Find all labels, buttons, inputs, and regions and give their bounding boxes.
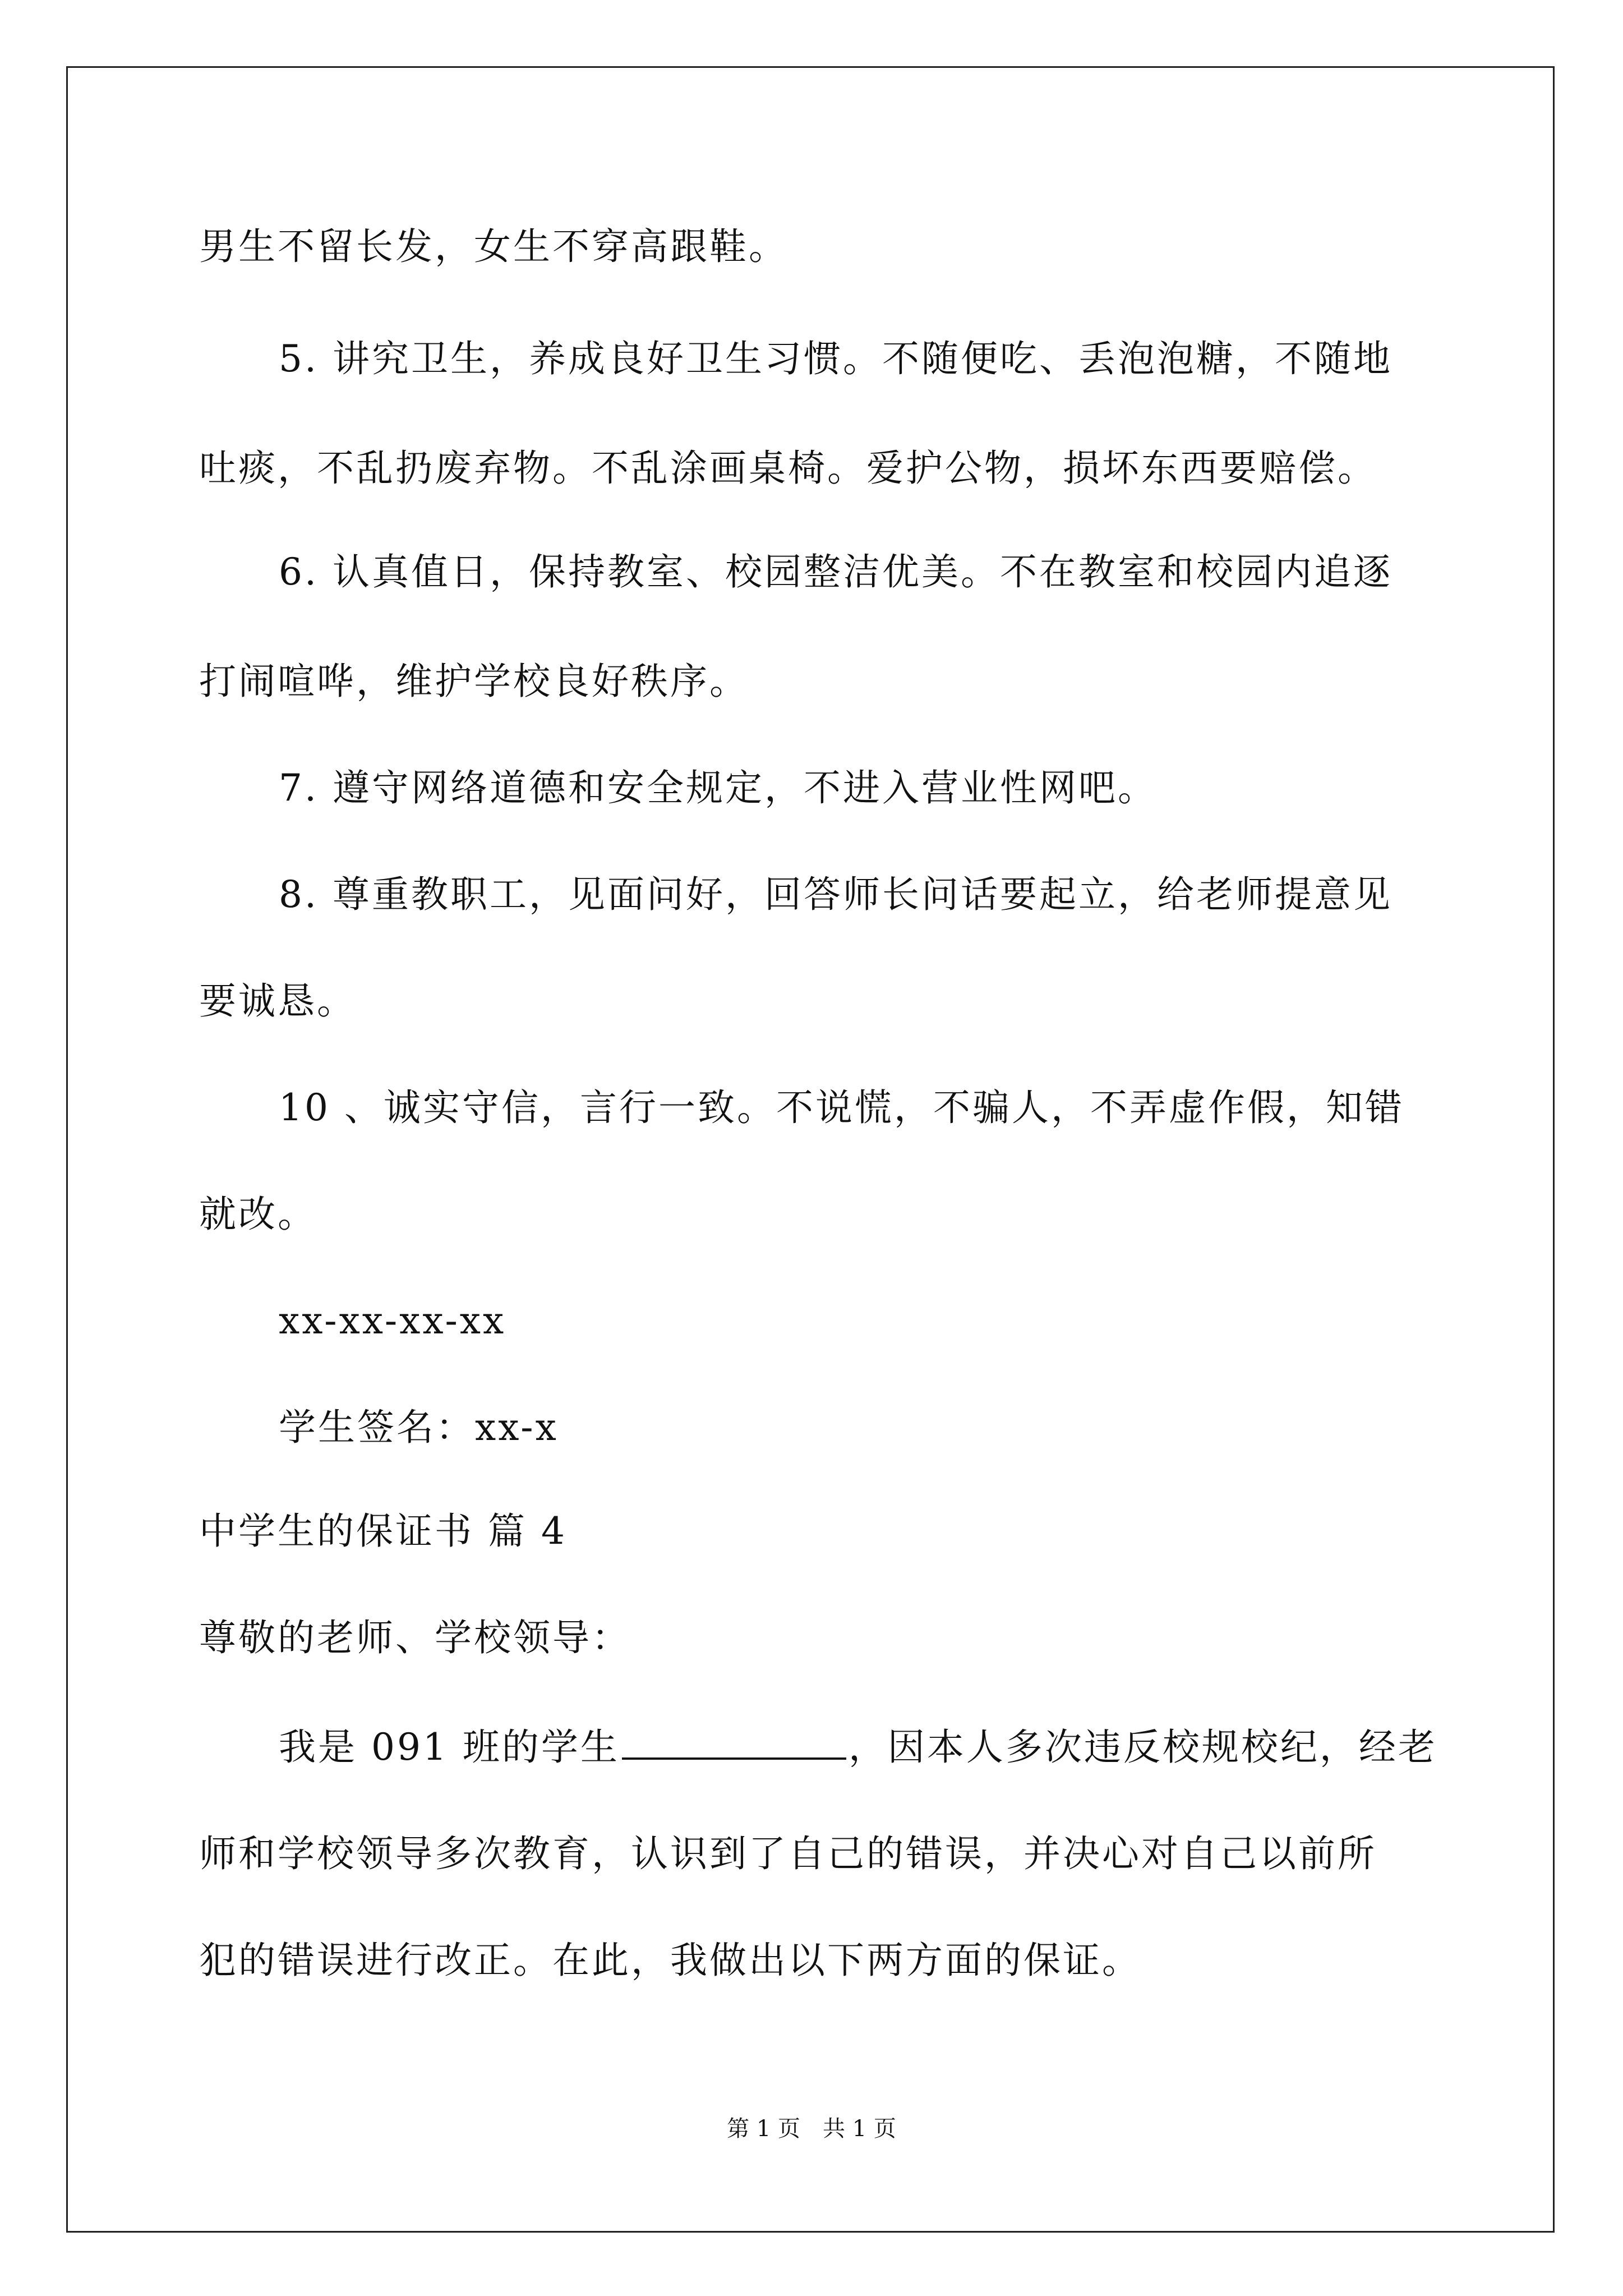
text-line: 犯的错误进行改正。在此，我做出以下两方面的保证。	[199, 1939, 1141, 1982]
signature-line: 学生签名：xx-x	[279, 1406, 559, 1449]
name-blank	[622, 1725, 846, 1760]
page-footer: 第 1 页 共 1 页	[727, 2116, 896, 2142]
text-line	[279, 1725, 1437, 1770]
text-line: 吐痰，不乱扔废弃物。不乱涂画桌椅。爱护公物，损坏东西要赔偿。	[199, 447, 1377, 490]
date-line: xx-xx-xx-xx	[279, 1299, 506, 1342]
text-line: 师和学校领导多次教育，认识到了自己的错误，并决心对自己以前所	[199, 1832, 1377, 1875]
page-border	[66, 66, 1555, 2233]
text-line: 6. 认真值日，保持教室、校园整洁优美。不在教室和校园内追逐	[279, 550, 1393, 593]
text-line: 5. 讲究卫生，养成良好卫生习惯。不随便吃、丢泡泡糖，不随地	[279, 337, 1393, 380]
text-line: 要诚恳。	[199, 979, 356, 1023]
text-line: 7. 遵守网络道德和安全规定，不进入营业性网吧。	[279, 766, 1157, 809]
text-line: 8. 尊重教职工，见面问好，回答师长问话要起立，给老师提意见	[279, 873, 1393, 916]
section-heading: 中学生的保证书 篇 4	[199, 1510, 567, 1553]
salutation: 尊敬的老师、学校领导：	[199, 1616, 631, 1659]
text-segment: ，因本人多次违反校规校纪，经老	[848, 1726, 1437, 1769]
text-segment: 我是 091 班的学生	[279, 1726, 620, 1769]
text-line: 就改。	[199, 1193, 317, 1236]
text-line: 男生不留长发，女生不穿高跟鞋。	[199, 225, 788, 268]
text-line: 打闹喧哗，维护学校良好秩序。	[199, 660, 749, 703]
text-line: 10 、诚实守信，言行一致。不说慌，不骗人，不弄虚作假，知错	[279, 1086, 1404, 1129]
